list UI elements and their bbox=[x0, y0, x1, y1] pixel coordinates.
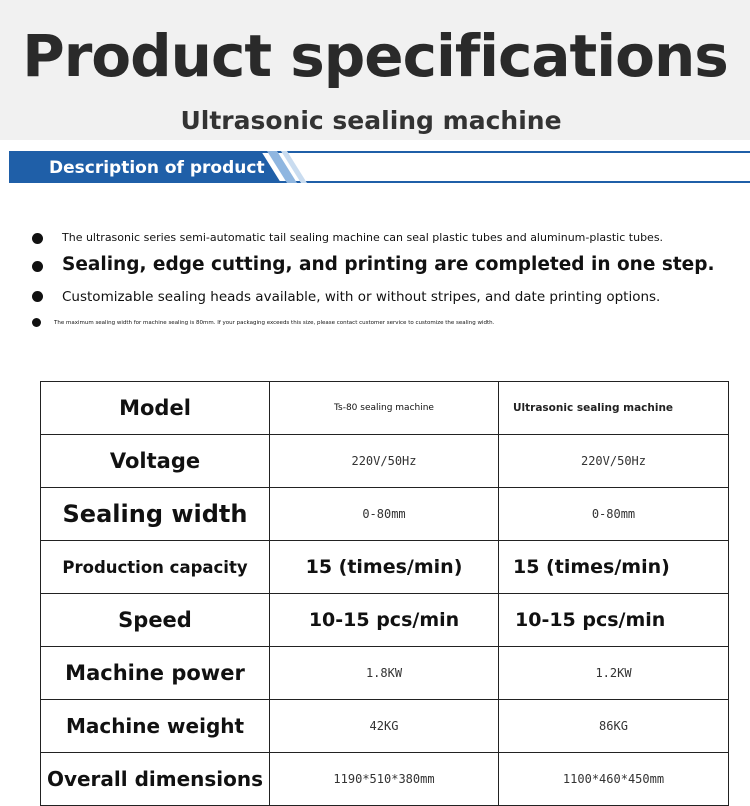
cell-value: 0-80mm bbox=[499, 488, 729, 541]
list-item-text: The ultrasonic series semi-automatic tail sealing machine can seal plastic tubes and aluminum-plastic tubes. bbox=[62, 231, 664, 244]
cell-value: 86KG bbox=[499, 700, 729, 753]
table-row bbox=[41, 488, 729, 541]
page-subtitle: Ultrasonic sealing machine bbox=[180, 106, 562, 135]
cell-value: 10-15 pcs/min bbox=[499, 594, 729, 647]
cell-value: 10-15 pcs/min bbox=[270, 594, 499, 647]
spec-table bbox=[40, 381, 729, 806]
cell-value: 220V/50Hz bbox=[499, 435, 729, 488]
cell-value: Ts-80 sealing machine bbox=[270, 382, 499, 435]
bullet-icon bbox=[32, 233, 43, 244]
row-label: Overall dimensions bbox=[41, 753, 270, 806]
table-row bbox=[41, 647, 729, 700]
row-label: Machine power bbox=[41, 647, 270, 700]
row-label: Voltage bbox=[41, 435, 270, 488]
bullet-icon bbox=[32, 261, 43, 272]
table-row bbox=[41, 594, 729, 647]
row-label: Model bbox=[41, 382, 270, 435]
cell-value: 42KG bbox=[270, 700, 499, 753]
table-row bbox=[41, 700, 729, 753]
row-label: Production capacity bbox=[41, 541, 270, 594]
section-label: Description of product bbox=[49, 158, 265, 178]
cell-value: 220V/50Hz bbox=[270, 435, 499, 488]
cell-value: Ultrasonic sealing machine bbox=[499, 382, 729, 435]
table-row bbox=[41, 382, 729, 435]
list-item-text: The maximum sealing width for machine sealing is 80mm. If your packaging exceeds this size, please contact customer service to customize the sealing width. bbox=[54, 320, 495, 326]
cell-value: 0-80mm bbox=[270, 488, 499, 541]
page-title: Product specifications bbox=[22, 22, 728, 90]
cell-value: 1.8KW bbox=[270, 647, 499, 700]
table-row bbox=[41, 753, 729, 806]
table-row bbox=[41, 435, 729, 488]
row-label: Speed bbox=[41, 594, 270, 647]
list-item-text: Customizable sealing heads available, with or without stripes, and date printing options. bbox=[62, 289, 661, 305]
cell-value: 1.2KW bbox=[499, 647, 729, 700]
list-item-text: Sealing, edge cutting, and printing are completed in one step. bbox=[62, 254, 715, 275]
section-header bbox=[9, 151, 750, 185]
cell-value: 1100*460*450mm bbox=[499, 753, 729, 806]
row-label: Machine weight bbox=[41, 700, 270, 753]
cell-value: 1190*510*380mm bbox=[270, 753, 499, 806]
cell-value: 15 (times/min) bbox=[270, 541, 499, 594]
cell-value: 15 (times/min) bbox=[499, 541, 729, 594]
row-label: Sealing width bbox=[41, 488, 270, 541]
bullet-icon bbox=[32, 318, 41, 327]
table-row bbox=[41, 541, 729, 594]
bullet-icon bbox=[32, 291, 43, 302]
